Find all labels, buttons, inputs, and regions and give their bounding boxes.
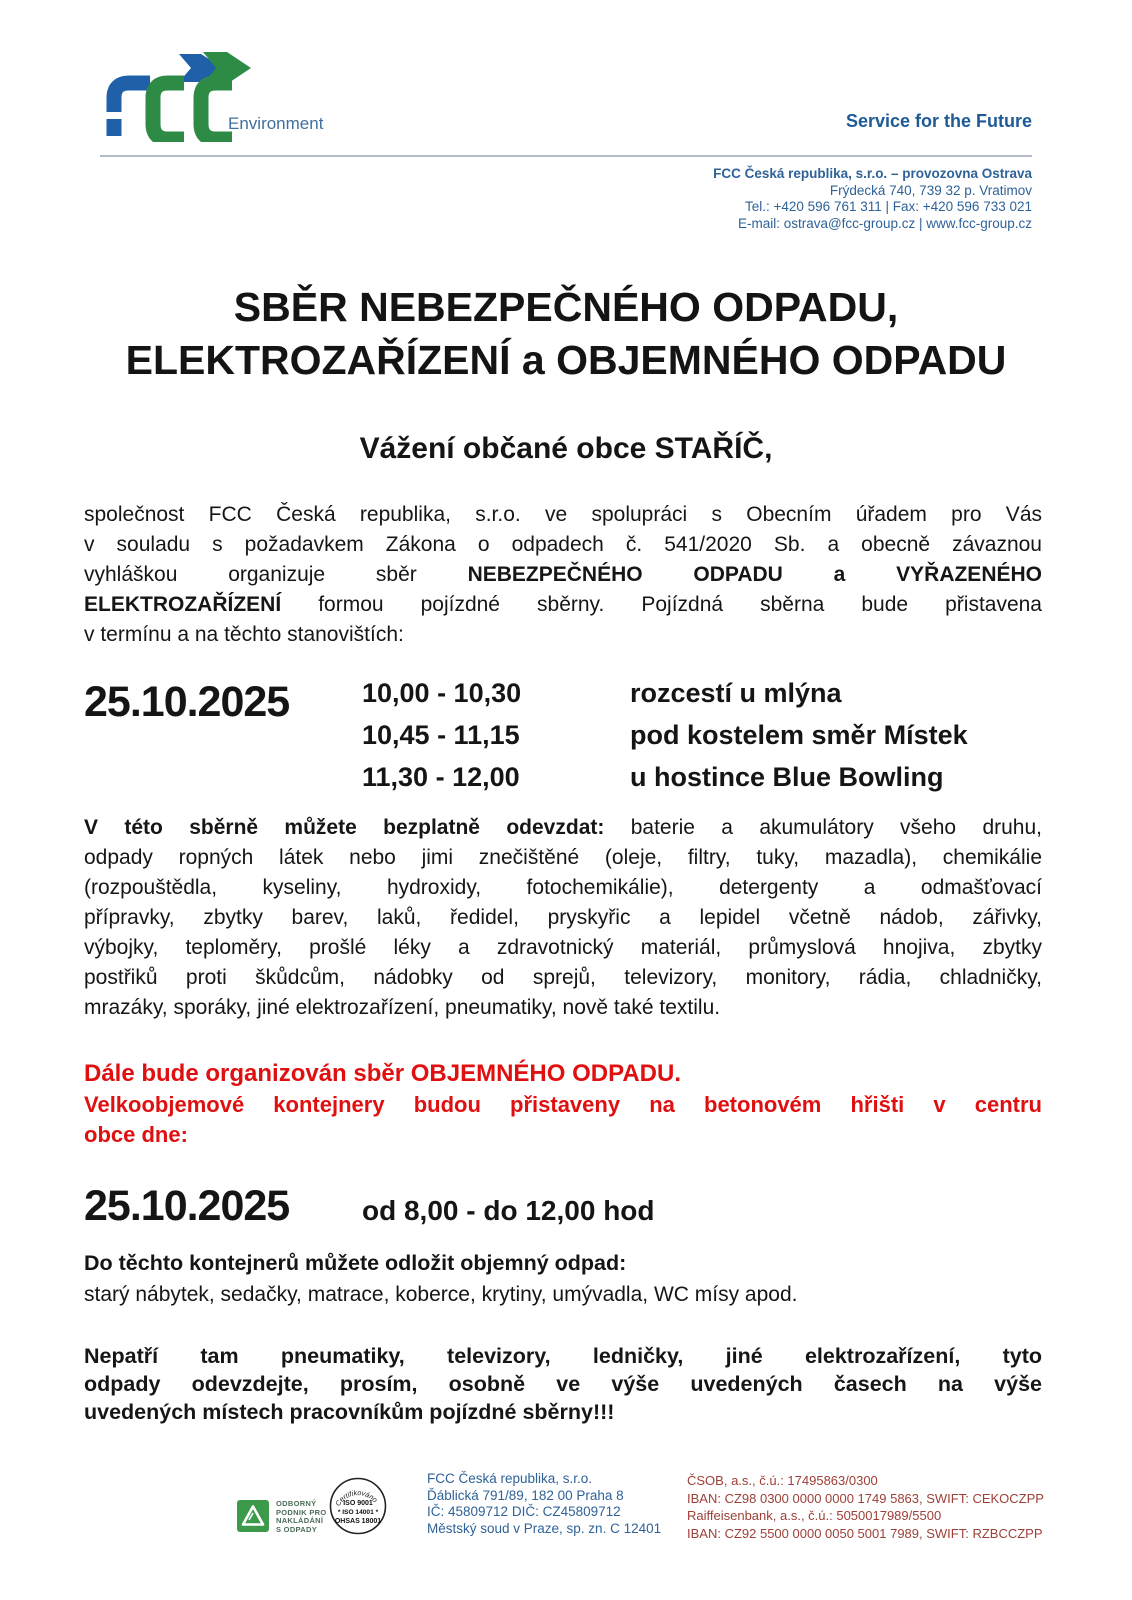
intro-line: v souladu s požadavkem Zákona o odpadech č. 541/2020 Sb. a obecně závaznou — [84, 533, 1042, 556]
bulky-collection-hours: od 8,00 - do 12,00 hod — [362, 1195, 655, 1226]
stamp-iso9001: ISO 9001 — [343, 1500, 373, 1507]
eco-label-icon — [237, 1500, 269, 1532]
warning-line: odpady odevzdejte, prosím, osobně ve výše uvedených časech na výše — [84, 1372, 1042, 1396]
stop-time: 10,45 - 11,15 — [362, 720, 520, 750]
intro-line: ELEKTROZAŘÍZENÍ formou pojízdné sběrny. Pojízdná sběrna bude přistavena — [84, 593, 1042, 616]
company-info-line: Ďáblická 791/89, 182 00 Praha 8 — [427, 1487, 624, 1503]
contact-address: Frýdecká 740, 739 32 p. Vratimov — [829, 182, 1032, 198]
logo-letter-c1 — [153, 83, 184, 139]
bulky-waste-heading: Dále bude organizován sběr OBJEMNÉHO ODPADU. — [84, 1060, 681, 1087]
bank-info-line: IBAN: CZ92 5500 0000 0050 5001 7989, SWIFT: RZBCCZPP — [687, 1525, 1043, 1541]
intro-paragraph — [84, 500, 1042, 650]
company-info-line: Městský soud v Praze, sp. zn. C 12401 — [427, 1520, 662, 1536]
schedule-stops — [362, 672, 968, 798]
accepted-line: odpady ropných látek nebo jimi znečištěné (oleje, filtry, tuky, mazadla), chemikálie — [84, 846, 1042, 869]
intro-line: vyhláškou organizuje sběr NEBEZPEČNÉHO ODPADU a VYŘAZENÉHO — [84, 563, 1042, 586]
accepted-line: mrazáky, sporáky, jiné elektrozařízení, pneumatiky, nově také textilu. — [84, 996, 721, 1019]
stop-place: rozcestí u mlýna — [630, 678, 842, 708]
header-divider — [100, 155, 1032, 157]
environment-label: Environment — [228, 114, 324, 133]
stop-place: u hostince Blue Bowling — [630, 762, 944, 792]
allowed-items-text: starý nábytek, sedačky, matrace, koberce, krytiny, umývadla, WC mísy apod. — [84, 1283, 798, 1306]
intro-line: v termínu a na těchto stanovištích: — [84, 623, 404, 646]
title-line-2: ELEKTROZAŘÍZENÍ a OBJEMNÉHO ODPADU — [125, 337, 1007, 383]
certification-stamp-icon — [328, 1476, 388, 1536]
stop-place: pod kostelem směr Místek — [630, 720, 968, 750]
contact-email: E-mail: ostrava@fcc-group.cz | www.fcc-group.cz — [737, 215, 1032, 231]
bank-info-line: IBAN: CZ98 0300 0000 0000 1749 5863, SWIFT: CEKOCZPP — [687, 1490, 1044, 1506]
warning-paragraph — [84, 1342, 1042, 1426]
warning-line: Nepatří tam pneumatiky, televizory, ledničky, jiné elektrozařízení, tyto — [84, 1344, 1042, 1368]
warning-line: uvedených místech pracovníkům pojízdné sběrny!!! — [84, 1400, 615, 1424]
schedule-row — [362, 756, 968, 798]
document-title — [0, 281, 1132, 387]
allowed-items-block — [84, 1247, 1042, 1311]
company-info-line: FCC Česká republika, s.r.o. — [427, 1471, 593, 1486]
eco-label-text: ODBORNÝ PODNIK PRO NAKLÁDÁNÍ S ODPADY — [276, 1499, 327, 1534]
contact-company: FCC Česká republika, s.r.o. – provozovna Ostrava — [713, 166, 1032, 181]
bulky-waste-announcement — [84, 1057, 1042, 1150]
bulky-collection-date: 25.10.2025 — [84, 1182, 290, 1230]
bank-info-line: ČSOB, a.s., č.ú.: 17495863/0300 — [687, 1473, 878, 1488]
service-tagline: Service for the Future — [845, 111, 1032, 131]
stop-time: 11,30 - 12,00 — [362, 762, 520, 792]
logo-letter-f — [114, 83, 150, 112]
contact-block — [713, 166, 1032, 232]
salutation: Vážení občané obce STAŘÍČ, — [359, 432, 773, 465]
schedule-row — [362, 672, 968, 714]
accepted-line: (rozpouštědla, kyseliny, hydroxidy, fotochemikálie), detergenty a odmašťovací — [84, 876, 1042, 899]
stop-time: 10,00 - 10,30 — [362, 678, 522, 708]
accepted-line: přípravky, zbytky barev, laků, ředidel, pryskyřic a lepidel včetně nádob, zářivky, — [84, 906, 1042, 929]
schedule-row — [362, 714, 968, 756]
intro-line: společnost FCC Česká republika, s.r.o. ve spolupráci s Obecním úřadem pro Vás — [84, 503, 1042, 526]
bulky-collection-schedule — [84, 1182, 655, 1231]
stamp-ohsas: OHSAS 18001 — [334, 1518, 382, 1525]
bank-info-block — [687, 1472, 1044, 1542]
stamp-arc-text: Certifikováno — [333, 1488, 380, 1508]
collection-date: 25.10.2025 — [84, 678, 290, 726]
bulky-waste-subheading-line: Velkoobjemové kontejnery budou přistaveny na betonovém hřišti v centru — [84, 1092, 1042, 1117]
accepted-lead: V této sběrně můžete bezplatně odevzdat: — [84, 816, 605, 839]
bulky-waste-subheading-line: obce dne: — [84, 1122, 188, 1147]
stamp-iso14001: * ISO 14001 * — [337, 1509, 379, 1516]
mobile-collection-schedule — [84, 672, 968, 798]
allowed-items-lead: Do těchto kontejnerů můžete odložit objemný odpad: — [84, 1251, 627, 1275]
accepted-line: V této sběrně můžete bezplatně odevzdat: baterie a akumulátory všeho druhu, — [84, 816, 1042, 839]
accepted-items-paragraph — [84, 813, 1042, 1023]
company-info-line: IČ: 45809712 DIČ: CZ45809712 — [427, 1504, 621, 1519]
accepted-line: postřiků proti škůdcům, nádobky od sprejů, televizory, monitory, rádia, chladničky, — [84, 966, 1042, 989]
bank-info-line: Raiffeisenbank, a.s., č.ú.: 5050017989/5500 — [687, 1508, 942, 1523]
contact-phone: Tel.: +420 596 761 311 | Fax: +420 596 733 021 — [745, 199, 1032, 214]
accepted-line: výbojky, teploměry, prošlé léky a zdravotnický materiál, průmyslová hnojiva, zbytky — [84, 936, 1042, 959]
company-info-block — [427, 1471, 661, 1537]
title-line-1: SBĚR NEBEZPEČNÉHO ODPADU, — [233, 284, 899, 330]
